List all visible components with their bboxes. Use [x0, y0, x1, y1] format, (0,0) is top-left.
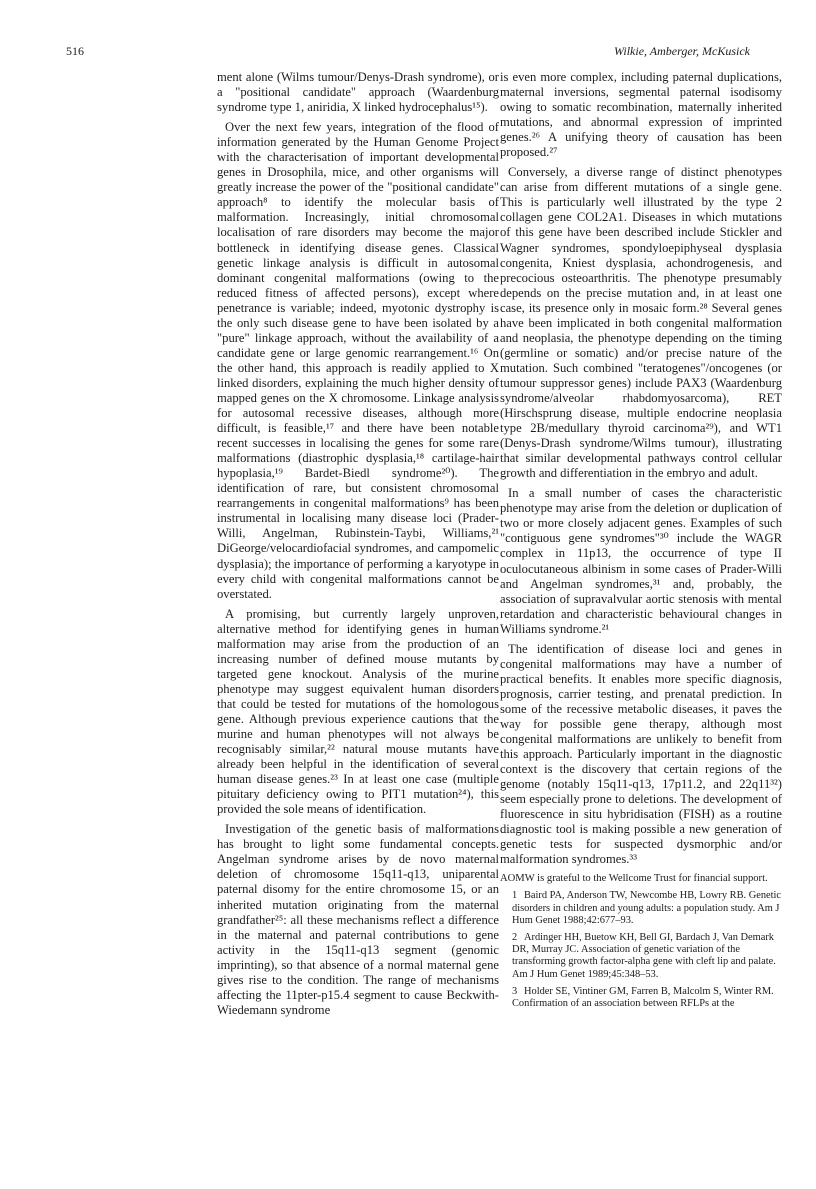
paragraph: Investigation of the genetic basis of malformations has brought to light some fundamental concepts. Angelman syndrome arises by de novo maternal deletion of chromosome 15q11-q13, uniparental paternal disomy for the entire chromosome 15, or an inherited mutation originating from the maternal grandfather²⁵: all these mechanisms reflect a difference in the maternal and paternal contributions to gene activity in the 15q11-q13 segment (genomic imprinting), so that absence of a normal maternal gene gives rise to the condition. The range of mechanisms affecting the 11pter-p15.4 segment to cause Beckwith-Wiedemann syndrome	[217, 822, 499, 1017]
running-head: Wilkie, Amberger, McKusick	[614, 44, 750, 58]
reference-text: Ardinger HH, Buetow KH, Bell GI, Bardach J, Van Demark DR, Murray JC. Association of genetic variation of the transforming growth factor-alpha gene with cleft lip and palate. Am J Hum Genet 1989;45:348–53.	[512, 932, 776, 980]
reference-item	[500, 890, 782, 927]
paragraph: A promising, but currently largely unproven, alternative method for identifying genes in human malformation may arise from the production of an increasing number of defined mouse mutants by targeted gene knockout. Analysis of the murine phenotype may suggest equivalent human disorders that could be tested for mutations of the homologous gene. Although previous experience cautions that the murine and human phenotypes will not always be recognisably similar,²² natural mouse mutants have already been helpful in the identification of several human disease genes.²³ In at least one case (multiple pituitary deficiency owing to PIT1 mutation²⁴), this provided the sole means of identification.	[217, 606, 499, 817]
reference-list	[500, 890, 782, 1010]
reference-number: 1	[512, 890, 518, 902]
paragraph: The identification of disease loci and genes in congenital malformations may have a number of practical benefits. It enables more specific diagnosis, prognosis, carrier testing, and prenatal prediction. In some of the recessive metabolic diseases, it paves the way for possible gene therapy, although most congenital malformations are unlikely to benefit from this approach. Particularly important in the diagnostic context is the discovery that certain regions of the genome (notably 15q11-q13, 17p11.2, and 22q11³²) seem especially prone to deletions. The development of fluorescence in situ hybridisation (FISH) as a routine diagnostic tool is making possible a new generation of genetic tests for suspected dysmorphic and/or malformation syndromes.³³	[500, 641, 782, 867]
reference-number: 2	[512, 932, 518, 944]
reference-number: 3	[512, 985, 518, 997]
reference-item	[500, 986, 782, 1010]
acknowledgement: AOMW is grateful to the Wellcome Trust for financial support.	[500, 873, 768, 885]
page-number: 516	[66, 44, 84, 58]
paragraph: In a small number of cases the characteristic phenotype may arise from the deletion or duplication of two or more closely adjacent genes. Examples of such "contiguous gene syndromes"³⁰ include the WAGR complex in 11p13, the occurrence of type II oculocutaneous albinism in some cases of Prader-Willi and Angelman syndromes,³¹ and, probably, the association of supravalvular aortic stenosis with mental retardation and characteristic behavioural changes in Williams syndrome.²¹	[500, 486, 782, 636]
left-column	[217, 70, 499, 1023]
reference-text: Holder SE, Vintiner GM, Farren B, Malcolm S, Winter RM. Confirmation of an association between RFLPs at the	[512, 985, 774, 1010]
page-header	[0, 44, 816, 64]
paragraph: Over the next few years, integration of the flood of information generated by the Human Genome Project with the characterisation of important developmental genes in Drosophila, mice, and other organisms will greatly increase the power of the "positional candidate" approach⁸ to identify the molecular basis of malformation. Increasingly, initial chromosomal localisation of rare disorders may become the major bottleneck in identifying disease genes. Classical genetic linkage analysis is difficult in autosomal dominant congenital malformations (owing to the reduced fitness of affected persons), except where penetrance is variable; indeed, myotonic dystrophy is the only such disease gene to have been isolated by a "pure" linkage approach, without the availability of a candidate gene or large genomic rearrangement.¹⁶ On the other hand, this approach is readily applied to X linked disorders, explaining the much higher density of mapped genes on the X chromosome. Linkage analysis for autosomal recessive diseases, although more difficult, is feasible,¹⁷ and there have been notable recent successes in localising the genes for some rare malformations (diastrophic dysplasia,¹⁸ cartilage-hair hypoplasia,¹⁹ Bardet-Biedl syndrome²⁰). The identification of rare, but consistent chromosomal rearrangements in congenital malformations⁹ has been instrumental in localising many disease loci (Prader-Willi, Angelman, Rubinstein-Taybi, Williams,²¹ DiGeorge/velocardiofacial syndromes, and campomelic dysplasia); the importance of performing a karyotype in every child with congenital malformations cannot be overstated.	[217, 120, 499, 601]
paragraph: ment alone (Wilms tumour/Denys-Drash syndrome), or a "positional candidate" approach (Waardenburg syndrome type 1, aniridia, X linked hydrocephalus¹⁵).	[217, 70, 499, 115]
right-column	[500, 70, 782, 1015]
reference-text: Baird PA, Anderson TW, Newcombe HB, Lowry RB. Genetic disorders in children and young adults: a population study. Am J Hum Genet 1988;42:677–93.	[512, 890, 782, 926]
paragraph: is even more complex, including paternal duplications, maternal inversions, segmental paternal isodisomy owing to somatic recombination, maternally inherited mutations, and abnormal expression of imprinted genes.²⁶ A unifying theory of causation has been proposed.²⁷	[500, 70, 782, 160]
reference-item	[500, 932, 782, 981]
paragraph: Conversely, a diverse range of distinct phenotypes can arise from different mutations of a single gene. This is particularly well illustrated by the type 2 collagen gene COL2A1. Diseases in which mutations of this gene have been described include Stickler and Wagner syndromes, spondyloepiphyseal dysplasia congenita, Kniest dysplasia, achondrogenesis, and precocious osteoarthritis. The phenotype presumably depends on the precise mutation and, in at least one case, its presence only in mosaic form.²⁸ Several genes have been implicated in both congenital malformation and neoplasia, the phenotype depending on the timing (germline or somatic) and/or precise nature of the mutation. Such combined "teratogenes"/oncogenes (or tumour suppressor genes) include PAX3 (Waardenburg syndrome/alveolar rhabdomyosarcoma), RET (Hirschsprung disease, multiple endocrine neoplasia type 2B/medullary thyroid carcinoma²⁹), and WT1 (Denys-Drash syndrome/Wilms tumour), illustrating that similar developmental pathways control cellular growth and differentiation in the embryo and adult.	[500, 165, 782, 481]
